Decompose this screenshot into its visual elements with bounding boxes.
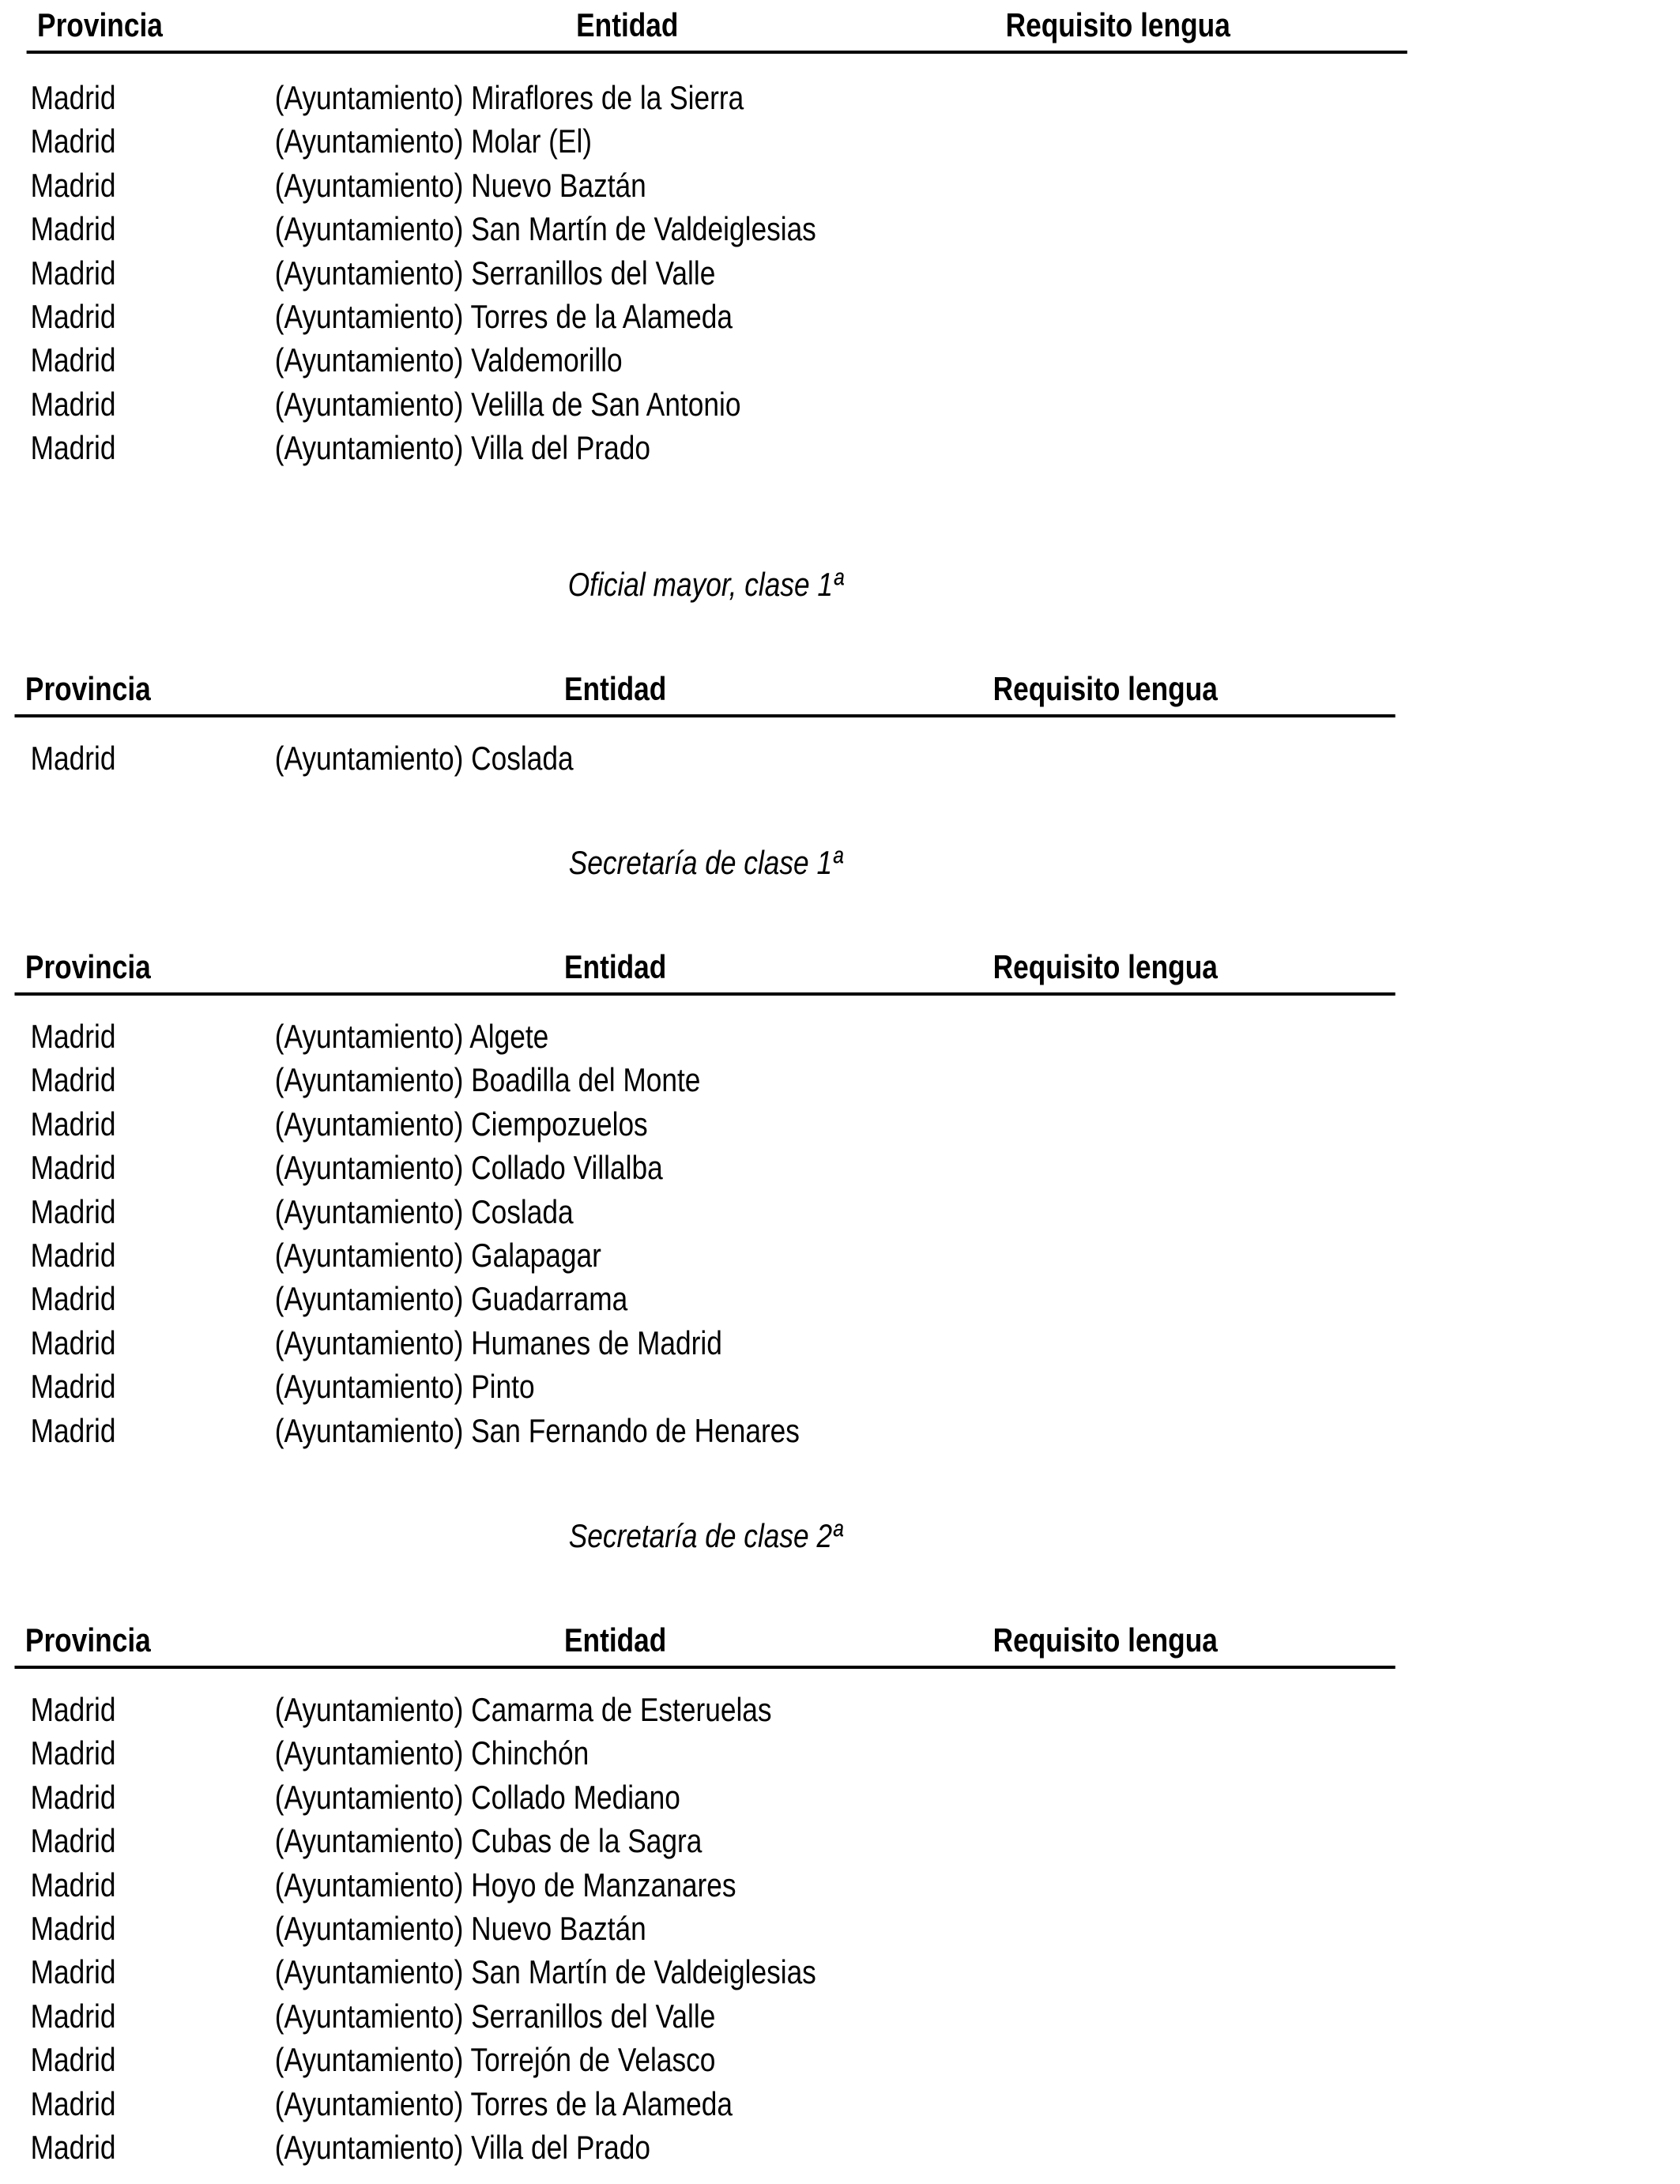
entidad-cell: (Ayuntamiento) Coslada bbox=[274, 1192, 574, 1230]
provincia-cell: Madrid bbox=[30, 1280, 116, 1318]
table-header bbox=[0, 670, 1411, 710]
header-requisito: Requisito lengua bbox=[1005, 6, 1230, 43]
header-entidad: Entidad bbox=[564, 948, 667, 985]
section-title: Oficial mayor, clase 1ª bbox=[567, 566, 844, 603]
entidad-cell: (Ayuntamiento) Velilla de San Antonio bbox=[274, 385, 741, 423]
provincia-cell: Madrid bbox=[30, 2128, 116, 2166]
provincia-cell: Madrid bbox=[30, 2041, 116, 2079]
entidad-cell: (Ayuntamiento) Collado Villalba bbox=[274, 1149, 663, 1187]
table-header bbox=[0, 6, 1411, 46]
provincia-cell: Madrid bbox=[30, 2084, 116, 2122]
provincia-cell: Madrid bbox=[30, 1778, 116, 1816]
section-title: Secretaría de clase 2ª bbox=[568, 1517, 843, 1554]
provincia-cell: Madrid bbox=[30, 254, 116, 292]
header-requisito: Requisito lengua bbox=[993, 948, 1218, 985]
provincia-cell: Madrid bbox=[30, 1018, 116, 1055]
provincia-cell: Madrid bbox=[30, 385, 116, 423]
provincia-cell: Madrid bbox=[30, 122, 116, 160]
provincia-cell: Madrid bbox=[30, 1324, 116, 1361]
header-rule bbox=[14, 714, 1395, 717]
provincia-cell: Madrid bbox=[30, 740, 116, 777]
section-title: Secretaría de clase 1ª bbox=[568, 844, 843, 881]
entidad-cell: (Ayuntamiento) Serranillos del Valle bbox=[274, 1997, 716, 2035]
header-entidad: Entidad bbox=[564, 1621, 667, 1659]
table-header bbox=[0, 1621, 1411, 1661]
entidad-cell: (Ayuntamiento) San Martín de Valdeiglesias bbox=[274, 210, 816, 248]
provincia-cell: Madrid bbox=[30, 1061, 116, 1099]
entidad-cell: (Ayuntamiento) Pinto bbox=[274, 1368, 535, 1406]
provincia-cell: Madrid bbox=[30, 297, 116, 335]
provincia-cell: Madrid bbox=[30, 1105, 116, 1143]
provincia-cell: Madrid bbox=[30, 1236, 116, 1274]
provincia-cell: Madrid bbox=[30, 1149, 116, 1187]
entidad-cell: (Ayuntamiento) Guadarrama bbox=[274, 1280, 628, 1318]
header-provincia: Provincia bbox=[24, 1621, 151, 1659]
provincia-cell: Madrid bbox=[30, 1734, 116, 1772]
header-provincia: Provincia bbox=[24, 670, 151, 707]
entidad-cell: (Ayuntamiento) Boadilla del Monte bbox=[274, 1061, 701, 1099]
provincia-cell: Madrid bbox=[30, 1953, 116, 1991]
entidad-cell: (Ayuntamiento) Nuevo Baztán bbox=[274, 1909, 646, 1947]
entidad-cell: (Ayuntamiento) Molar (El) bbox=[274, 122, 593, 160]
entidad-cell: (Ayuntamiento) Torres de la Alameda bbox=[274, 297, 733, 335]
header-entidad: Entidad bbox=[576, 6, 679, 43]
entidad-cell: (Ayuntamiento) Coslada bbox=[274, 740, 574, 777]
table-header bbox=[0, 948, 1411, 988]
header-provincia: Provincia bbox=[37, 6, 163, 43]
header-entidad: Entidad bbox=[564, 670, 667, 707]
provincia-cell: Madrid bbox=[30, 166, 116, 204]
provincia-cell: Madrid bbox=[30, 79, 116, 116]
entidad-cell: (Ayuntamiento) Chinchón bbox=[274, 1734, 590, 1772]
entidad-cell: (Ayuntamiento) Miraflores de la Sierra bbox=[274, 79, 744, 116]
header-provincia: Provincia bbox=[24, 948, 151, 985]
provincia-cell: Madrid bbox=[30, 210, 116, 248]
header-rule bbox=[27, 51, 1407, 54]
entidad-cell: (Ayuntamiento) Ciempozuelos bbox=[274, 1105, 648, 1143]
header-requisito: Requisito lengua bbox=[993, 670, 1218, 707]
entidad-cell: (Ayuntamiento) Villa del Prado bbox=[274, 2128, 651, 2166]
entidad-cell: (Ayuntamiento) Nuevo Baztán bbox=[274, 166, 646, 204]
entidad-cell: (Ayuntamiento) Villa del Prado bbox=[274, 429, 651, 467]
entidad-cell: (Ayuntamiento) Serranillos del Valle bbox=[274, 254, 716, 292]
provincia-cell: Madrid bbox=[30, 1997, 116, 2035]
entidad-cell: (Ayuntamiento) Collado Mediano bbox=[274, 1778, 680, 1816]
entidad-cell: (Ayuntamiento) Hoyo de Manzanares bbox=[274, 1866, 736, 1903]
entidad-cell: (Ayuntamiento) San Fernando de Henares bbox=[274, 1411, 800, 1449]
entidad-cell: (Ayuntamiento) Algete bbox=[274, 1018, 549, 1055]
header-rule bbox=[14, 992, 1395, 996]
entidad-cell: (Ayuntamiento) Humanes de Madrid bbox=[274, 1324, 722, 1361]
provincia-cell: Madrid bbox=[30, 429, 116, 467]
entidad-cell: (Ayuntamiento) Cubas de la Sagra bbox=[274, 1822, 703, 1860]
entidad-cell: (Ayuntamiento) San Martín de Valdeiglesias bbox=[274, 1953, 816, 1991]
provincia-cell: Madrid bbox=[30, 1866, 116, 1903]
provincia-cell: Madrid bbox=[30, 1691, 116, 1728]
provincia-cell: Madrid bbox=[30, 1909, 116, 1947]
entidad-cell: (Ayuntamiento) Valdemorillo bbox=[274, 341, 623, 379]
header-requisito: Requisito lengua bbox=[993, 1621, 1218, 1659]
entidad-cell: (Ayuntamiento) Galapagar bbox=[274, 1236, 601, 1274]
entidad-cell: (Ayuntamiento) Torres de la Alameda bbox=[274, 2084, 733, 2122]
entidad-cell: (Ayuntamiento) Camarma de Esteruelas bbox=[274, 1691, 772, 1728]
entidad-cell: (Ayuntamiento) Torrejón de Velasco bbox=[274, 2041, 716, 2079]
provincia-cell: Madrid bbox=[30, 1368, 116, 1406]
provincia-cell: Madrid bbox=[30, 1192, 116, 1230]
provincia-cell: Madrid bbox=[30, 1411, 116, 1449]
provincia-cell: Madrid bbox=[30, 341, 116, 379]
provincia-cell: Madrid bbox=[30, 1822, 116, 1860]
header-rule bbox=[14, 1666, 1395, 1669]
